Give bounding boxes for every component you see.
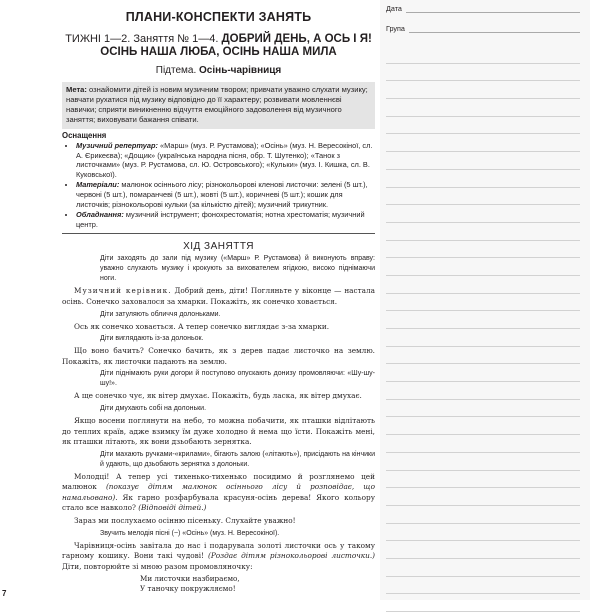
paragraph-text: Молодці! А тепер усі тихенько-тихенько посидимо й розглянемо цей малюнок: [62, 471, 375, 492]
equipment-text: малюнок осіннього лісу; різнокольорові кленові листочки: зелені (5 шт.), червоні (5 шт.), помаранчеві (5 шт.), жовті (5 шт.), коричневі (5 шт.); кошик для листочків; різнокольорові кульки (за кількістю дітей); музичний трикутник.: [76, 180, 368, 209]
note-line[interactable]: [386, 258, 580, 276]
direction-note: Діти піднімають руки догори й поступово опускають донизу промовляючи: «Шу-шу-шу!».: [100, 370, 375, 388]
date-label: Дата: [386, 4, 402, 13]
poem: [140, 574, 375, 594]
equipment-text: музичний інструмент; фонохрестоматія; нотна хрестоматія; музичний центр.: [76, 210, 365, 229]
subtopic-label: Підтема.: [155, 65, 197, 76]
group-label: Група: [386, 24, 405, 33]
note-line[interactable]: [386, 294, 580, 312]
equipment-item: [76, 180, 375, 209]
note-line[interactable]: [386, 117, 580, 135]
note-line[interactable]: [386, 471, 580, 489]
note-line[interactable]: [386, 488, 580, 506]
note-line[interactable]: [386, 382, 580, 400]
paragraph-text: Діти, повторюйте зі мною разом промовляночку:: [62, 561, 253, 571]
page-title: ПЛАНИ-КОНСПЕКТИ ЗАНЯТЬ: [125, 10, 312, 24]
paragraph-text: Добрий день, діти! Погляньте у віконце — настала осінь. Сонечко заховалося за хмарки. Покажіть, як сонечко ховається.: [62, 286, 375, 306]
stage-direction: (Відповіді дітей.): [138, 503, 207, 513]
page-number: 7: [2, 589, 7, 598]
goal-text: ознайомити дітей із новим музичним твором; привчати уважно слухати музику; навчати рухатися під музику відповідно до її характеру; розвивати мовленнєві навички; сприяти виникненню відчуття емоційного задоволення від музичного заняття; виховувати бажання співати.: [66, 85, 368, 124]
note-line[interactable]: [386, 223, 580, 241]
note-line[interactable]: [386, 559, 580, 577]
note-line[interactable]: [386, 46, 580, 64]
subtopic: [62, 65, 375, 76]
note-line[interactable]: [386, 417, 580, 435]
note-line[interactable]: [386, 506, 580, 524]
group-row: [386, 24, 580, 33]
stage-direction: (показує дітям малюнок осіннього лісу й розповідає, що намальовано).: [62, 482, 375, 502]
note-line[interactable]: [386, 276, 580, 294]
main-column: [62, 0, 375, 600]
equipment-text: «Марш» (муз. Р. Рустамова); «Осінь» (муз. Н. Вересокіної, сл. А. Єрикеєва); «Дощик» (українська народна пісня, обр. Т. Шутенко); «Танок з листочками» (муз. Р. Рустамова, сл. Ю. Островського); «Кульки» (муз. І. Кишка, сл. В. Куковської).: [76, 141, 373, 179]
direction-note: Діти затуляють обличчя долоньками.: [100, 310, 221, 318]
paragraph: [62, 286, 375, 307]
paragraph: Ось як сонечко ховається. А тепер сонечко виглядає з-за хмарки.: [74, 321, 330, 331]
note-line[interactable]: [386, 594, 580, 612]
note-line[interactable]: [386, 577, 580, 595]
paragraph: [62, 472, 375, 514]
equipment-label: Музичний репертуар:: [76, 141, 158, 150]
note-line[interactable]: [386, 524, 580, 542]
week-prefix: ТИЖНІ 1—2. Заняття № 1—4.: [65, 33, 219, 45]
equipment-item: [76, 141, 375, 179]
topic-line-2: ОСІНЬ НАША ЛЮБА, ОСІНЬ НАША МИЛА: [100, 46, 337, 58]
note-line[interactable]: [386, 188, 580, 206]
note-line[interactable]: [386, 64, 580, 82]
paragraph-text: Як гарно розфарбувала красуня-осінь дерева! Якого кольору стало все навколо?: [62, 492, 375, 513]
note-line[interactable]: [386, 241, 580, 259]
direction-note: Діти махають ручками-«крилами», бігають залою («літають»), присідають на кінчики й удають, що дзьобають зернятка з долоньки.: [100, 450, 375, 468]
paragraph: [62, 541, 375, 573]
note-line[interactable]: [386, 134, 580, 152]
direction-note: Діти виглядають із-за долоньок.: [100, 335, 204, 343]
date-field[interactable]: [406, 4, 580, 13]
paragraph-text: Чарівниця-осінь завітала до нас і подарувала золоті листочки ось у такому гарному кошику. Вони такі чудові!: [62, 540, 375, 561]
direction-note: Діти заходять до зали під музику («Марш» Р. Рустамова) й виконують вправу: уважно слухають музику і крокують за вихователем ягідкою, високо піднімаючи ноги.: [100, 255, 375, 283]
direction-note: Діти дмухають собі на долоньки.: [100, 404, 207, 412]
note-line[interactable]: [386, 329, 580, 347]
note-line[interactable]: [386, 364, 580, 382]
note-line[interactable]: [386, 400, 580, 418]
topic-line-1: ДОБРИЙ ДЕНЬ, А ОСЬ І Я!: [221, 33, 372, 45]
equipment-label: Обладнання:: [76, 210, 124, 220]
paragraph: А ще сонечко чує, як вітер дмухає. Покажіть, будь ласка, як вітер дмухає.: [74, 391, 362, 401]
course-title: ХІД ЗАНЯТТЯ: [183, 241, 254, 253]
paragraph: Зараз ми послухаємо осінню пісеньку. Слухайте уважно!: [74, 516, 296, 526]
notes-column: [380, 0, 590, 600]
paragraph: Якщо восени поглянути на небо, то можна побачити, як пташки відлітають до теплих країв, адже взимку їм дуже холодно й нема що їсти. Покажіть мені, як пташки літають, як вони дзьобають зернятка.: [62, 415, 375, 447]
note-line[interactable]: [386, 99, 580, 117]
equipment-item: [76, 210, 375, 229]
equipment-title: Оснащення: [62, 131, 107, 140]
subtopic-value: Осінь-чарівниця: [199, 65, 282, 76]
note-line[interactable]: [386, 205, 580, 223]
poem-line: Ми листочки назбираємо,: [140, 574, 240, 584]
paragraph: Що воно бачить? Сонечко бачить, як з дерев падає листочко на землю. Покажіть, як листочки падають на землю.: [62, 346, 375, 366]
ruled-lines: [386, 46, 580, 612]
equipment-label: Матеріали:: [76, 180, 120, 190]
note-line[interactable]: [386, 541, 580, 559]
poem-line: У таночку покружляємо!: [140, 584, 236, 594]
note-line[interactable]: [386, 311, 580, 329]
note-line[interactable]: [386, 152, 580, 170]
note-line[interactable]: [386, 81, 580, 99]
direction-note: Звучить мелодія пісні (~) «Осінь» (муз. Н. Вересокіної).: [100, 529, 280, 537]
week-heading: [62, 33, 375, 59]
speaker-label: Музичний керівник.: [74, 286, 172, 296]
group-field[interactable]: [409, 24, 580, 33]
date-row: [386, 4, 580, 13]
note-line[interactable]: [386, 453, 580, 471]
equipment-list: [62, 141, 375, 229]
goal-box: [62, 82, 375, 129]
goal-label: Мета:: [66, 85, 87, 94]
note-line[interactable]: [386, 347, 580, 365]
note-line[interactable]: [386, 170, 580, 188]
divider: [62, 233, 375, 234]
note-line[interactable]: [386, 435, 580, 453]
stage-direction: (Роздає дітям різнокольорові листочки.): [207, 551, 375, 561]
